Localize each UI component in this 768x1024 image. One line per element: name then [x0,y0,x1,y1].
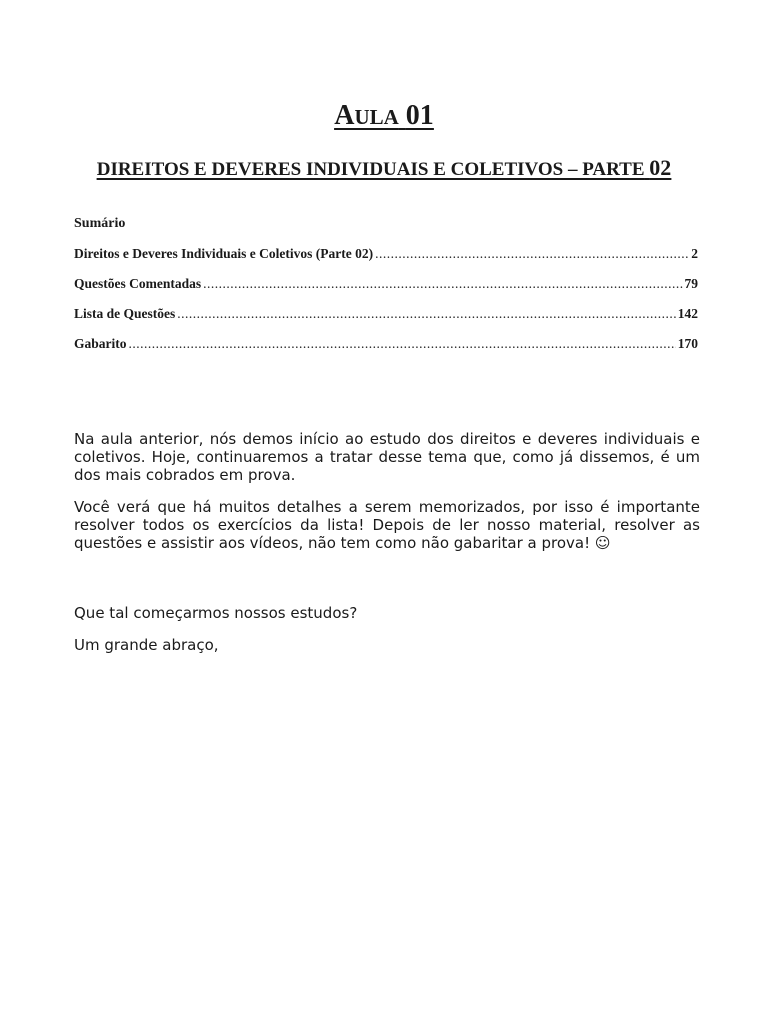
toc-dot-leader [129,336,676,352]
subtitle-text: DIREITOS E DEVERES INDIVIDUAIS E COLETIVOS – PARTE [96,159,645,180]
toc-heading: Sumário [74,216,126,231]
toc-dot-leader [375,246,689,262]
page-subtitle [0,155,768,181]
table-of-contents [74,216,698,366]
toc-entry[interactable] [74,336,698,366]
closing-question: Que tal começarmos nossos estudos? [74,604,358,622]
toc-entry-label: Gabarito [74,336,127,351]
intro-paragraph: Na aula anterior, nós demos início ao estudo dos direitos e deveres individuais e coletivos. Hoje, continuaremos a tratar desse tema que, como já dissemos, é um dos mais cobrados em prova. [74,430,700,484]
subtitle-number: 02 [649,155,672,180]
page-title [0,100,768,132]
toc-dot-leader [203,276,682,292]
toc-entry[interactable] [74,276,698,306]
title-rest: ULA [354,105,399,129]
toc-entry-label: Lista de Questões [74,306,176,321]
toc-entry-page: 142 [677,306,698,321]
spacer [74,566,700,604]
toc-entry-label: Direitos e Deveres Individuais e Coletivos (Parte 02) [74,246,374,261]
title-number: 01 [405,100,434,131]
toc-entry[interactable] [74,246,698,276]
advice-paragraph: Você verá que há muitos detalhes a serem memorizados, por isso é importante resolver todos os exercícios da lista! Depois de ler nosso material, resolver as questões e assistir aos vídeos, não tem como não gabaritar a prova! ☺ [74,498,700,552]
toc-entry[interactable] [74,306,698,336]
signoff: Um grande abraço, [74,636,219,654]
toc-entry-page: 2 [691,246,698,261]
toc-entry-page: 170 [677,336,698,351]
toc-dot-leader [177,306,676,322]
toc-entry-label: Questões Comentadas [74,276,202,291]
toc-entry-page: 79 [684,276,698,291]
body-text [74,430,700,668]
title-initial: A [334,100,355,131]
